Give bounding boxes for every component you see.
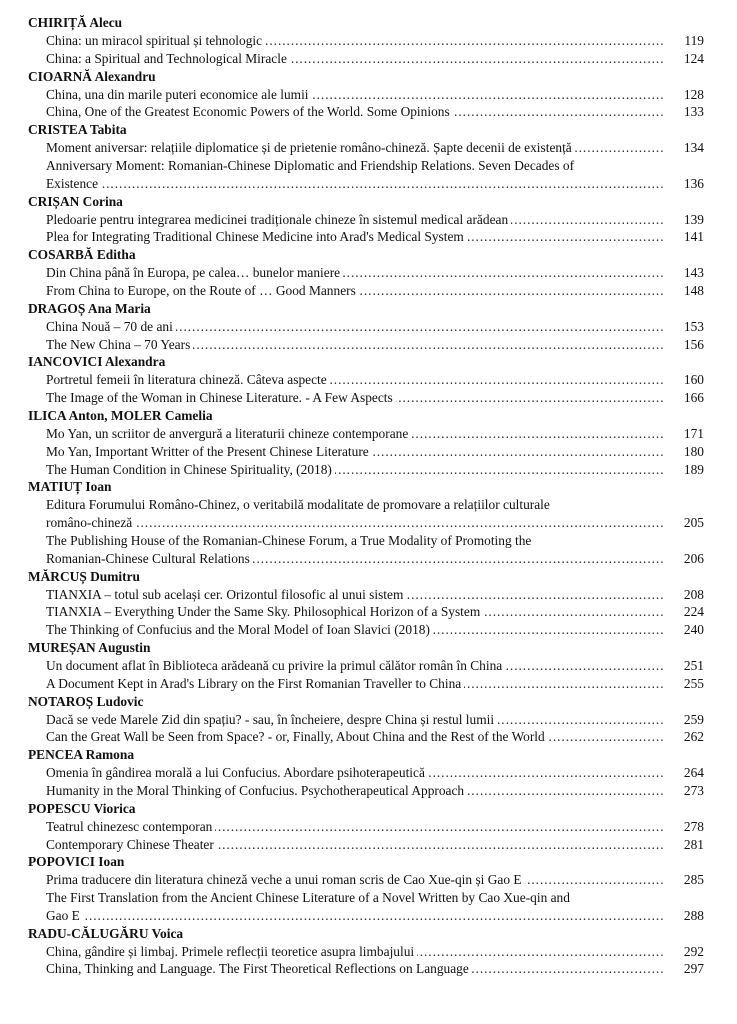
author-name: ILICA Anton, MOLER Camelia	[28, 407, 213, 423]
entry-title	[46, 960, 664, 978]
entry-title-line: Plea for Integrating Traditional Chinese Medicine into Arad's Medical System	[46, 229, 467, 244]
toc-entry[interactable]	[46, 86, 704, 104]
entry-title	[46, 32, 664, 50]
author-name: CRISTEA Tabita	[28, 122, 127, 138]
toc-entry[interactable]	[46, 818, 704, 836]
page-number: 292	[683, 943, 704, 959]
page-number: 262	[683, 729, 704, 745]
page-number: 148	[683, 282, 704, 298]
toc-entry[interactable]	[46, 371, 704, 389]
toc-entry[interactable]	[46, 32, 704, 50]
entry-title-line: Gao E	[46, 908, 83, 923]
entry-title	[46, 157, 664, 193]
entry-title-line: China, gândire și limbaj. Primele reflecții teoretice asupra limbajului	[46, 944, 417, 959]
toc-entry[interactable]	[46, 157, 704, 193]
toc-entry[interactable]	[46, 871, 704, 889]
toc-entry[interactable]	[46, 103, 704, 121]
entry-title	[46, 711, 664, 729]
entry-title-line: Dacă se vede Marele Zid din spațiu? - sau, în încheiere, despre China și restul lumii	[46, 712, 497, 727]
entry-title	[46, 603, 664, 621]
entry-title-line: Din China până în Europa, pe calea… bunelor maniere	[46, 265, 343, 280]
page-number: 139	[683, 211, 704, 227]
toc-entry[interactable]	[46, 960, 704, 978]
entry-title	[46, 621, 664, 639]
author-name: CHIRIȚĂ Alecu	[28, 15, 123, 30]
author-name: COSARBĂ Editha	[28, 247, 136, 263]
page-number: 156	[683, 336, 704, 352]
author-name: DRAGOȘ Ana Maria	[28, 300, 151, 316]
toc-entry[interactable]	[46, 586, 704, 604]
page-number: 134	[683, 140, 704, 156]
page-number: 189	[683, 461, 704, 477]
entry-title-line: Pledoarie pentru integrarea medicinei tradiționale chineze în sistemul medical arădean	[46, 212, 511, 227]
entry-title-line: Humanity in the Moral Thinking of Confucius. Psychotherapeutical Approach	[46, 783, 467, 798]
entry-title-line: The Thinking of Confucius and the Moral Model of Ioan Slavici (2018)	[46, 622, 433, 637]
table-of-contents	[28, 14, 704, 978]
entry-title	[46, 371, 664, 389]
entry-title	[46, 443, 664, 461]
entry-title-line: Mo Yan, Important Writter of the Present Chinese Literature	[46, 444, 372, 459]
page-number: 119	[684, 33, 704, 48]
entry-title-line: China, One of the Greatest Economic Powers of the World. Some Opinions	[46, 104, 453, 119]
page-number: 124	[683, 50, 704, 66]
toc-entry[interactable]	[46, 764, 704, 782]
entry-title	[46, 282, 664, 300]
toc-entry[interactable]	[46, 228, 704, 246]
author-name: PENCEA Ramona	[28, 747, 135, 763]
toc-entry[interactable]	[46, 425, 704, 443]
toc-entry[interactable]	[46, 943, 704, 961]
page-number: 240	[683, 622, 704, 638]
entry-title	[46, 943, 664, 961]
page-number: 205	[683, 515, 704, 531]
entry-title	[46, 336, 664, 354]
page-number: 273	[683, 782, 704, 798]
entry-title	[46, 657, 664, 675]
page-number: 153	[683, 318, 704, 334]
toc-entry[interactable]	[46, 389, 704, 407]
toc-entry[interactable]	[46, 675, 704, 693]
entry-title	[46, 818, 664, 836]
toc-entry[interactable]	[46, 264, 704, 282]
author-name: RADU-CĂLUGĂRU Voica	[28, 925, 184, 941]
entry-title-line: Existence	[46, 176, 101, 191]
author-name: POPESCU Viorica	[28, 800, 136, 816]
toc-entry[interactable]	[46, 889, 704, 925]
entry-title-line: A Document Kept in Arad's Library on the First Romanian Traveller to China	[46, 676, 464, 691]
author-name: MATIUȚ Ioan	[28, 479, 112, 495]
author-name: MĂRCUȘ Dumitru	[28, 568, 140, 584]
page-number: 297	[683, 961, 704, 977]
author-name: IANCOVICI Alexandra	[28, 354, 166, 370]
entry-title-line: China Nouă – 70 de ani	[46, 319, 176, 334]
toc-entry[interactable]	[46, 282, 704, 300]
entry-title	[46, 871, 664, 889]
toc-entry[interactable]	[46, 657, 704, 675]
entry-title	[46, 318, 664, 336]
page-number: 206	[683, 550, 704, 566]
entry-title	[46, 103, 664, 121]
toc-entry[interactable]	[46, 621, 704, 639]
entry-title	[46, 461, 664, 479]
entry-title	[46, 728, 664, 746]
entry-title	[46, 211, 664, 229]
entry-title-line: TIANXIA – totul sub același cer. Orizontul filosofic al unui sistem	[46, 587, 406, 602]
page-number: 259	[683, 711, 704, 727]
page-number: 136	[683, 175, 704, 191]
entry-title	[46, 836, 664, 854]
toc-entry[interactable]	[46, 782, 704, 800]
toc-entry[interactable]	[46, 211, 704, 229]
toc-entry[interactable]	[46, 603, 704, 621]
entry-title-line: The Image of the Woman in Chinese Literature. - A Few Aspects	[46, 390, 396, 405]
entry-title-line: China, Thinking and Language. The First Theoretical Reflections on Language	[46, 961, 472, 976]
entry-title-line: Mo Yan, un scriitor de anvergură a literaturii chineze contemporane	[46, 426, 411, 441]
toc-entry[interactable]	[46, 318, 704, 336]
entry-title-line: The New China – 70 Years	[46, 337, 193, 352]
entry-title-line: From China to Europe, on the Route of … Good Manners	[46, 283, 359, 298]
author-name: MUREȘAN Augustin	[28, 639, 151, 655]
entry-title-line: româno-chineză	[46, 515, 135, 530]
page-number: 264	[683, 765, 704, 781]
entry-title	[46, 389, 664, 407]
entry-title-line: China: un miracol spiritual și tehnologic	[46, 33, 265, 48]
page-number: 180	[683, 443, 704, 459]
entry-title-line: Un document aflat în Biblioteca arădeană cu privire la primul călător român în China	[46, 658, 505, 673]
page-number: 281	[683, 836, 704, 852]
entry-title-line: Contemporary Chinese Theater	[46, 837, 217, 852]
entry-title	[46, 764, 664, 782]
entry-title-line: Editura Forumului Româno-Chinez, o veritabilă modalitate de promovare a relațiilor culturale	[46, 496, 664, 514]
page-number: 255	[683, 675, 704, 691]
page-number: 285	[683, 872, 704, 888]
author-name: CIOARNĂ Alexandru	[28, 68, 156, 84]
page-number: 160	[683, 372, 704, 388]
entry-title-line: Portretul femeii în literatura chineză. Câteva aspecte	[46, 372, 330, 387]
page-number: 133	[683, 104, 704, 120]
entry-title	[46, 782, 664, 800]
entry-title-line: The First Translation from the Ancient Chinese Literature of a Novel Written by Cao Xue-qin and	[46, 889, 664, 907]
entry-title-line: Prima traducere din literatura chineză veche a unui roman scris de Cao Xue-qin și Gao E	[46, 872, 525, 887]
toc-entry[interactable]	[46, 711, 704, 729]
entry-title	[46, 425, 664, 443]
toc-entry[interactable]	[46, 139, 704, 157]
entry-title	[46, 532, 664, 568]
toc-entry[interactable]	[46, 50, 704, 68]
toc-entry[interactable]	[46, 443, 704, 461]
entry-title	[46, 139, 664, 157]
entry-title-line: Can the Great Wall be Seen from Space? - or, Finally, About China and the Rest of the World	[46, 729, 548, 744]
entry-title	[46, 86, 664, 104]
entry-title	[46, 889, 664, 925]
toc-entry[interactable]	[46, 336, 704, 354]
page-number: 224	[683, 604, 704, 620]
page-number: 251	[683, 657, 704, 673]
page-number: 278	[683, 818, 704, 834]
author-name: POPOVICI Ioan	[28, 854, 125, 870]
toc-entry[interactable]	[46, 728, 704, 746]
entry-title	[46, 50, 664, 68]
entry-title	[46, 496, 664, 532]
entry-title-line: The Human Condition in Chinese Spirituality, (2018)	[46, 462, 335, 477]
page-number: 141	[683, 229, 704, 245]
page-number: 143	[683, 265, 704, 281]
toc-entry[interactable]	[46, 461, 704, 479]
entry-title	[46, 586, 664, 604]
entry-title-line: Teatrul chinezesc contemporan	[46, 819, 215, 834]
entry-title	[46, 675, 664, 693]
author-name: CRIȘAN Corina	[28, 193, 123, 209]
entry-title-line: Romanian-Chinese Cultural Relations	[46, 551, 253, 566]
page-number: 166	[683, 390, 704, 406]
entry-title-line: TIANXIA – Everything Under the Same Sky. Philosophical Horizon of a System	[46, 604, 483, 619]
entry-title	[46, 264, 664, 282]
toc-entry[interactable]	[46, 532, 704, 568]
entry-title-line: China, una din marile puteri economice ale lumii	[46, 87, 312, 102]
entry-title-line: Anniversary Moment: Romanian-Chinese Diplomatic and Friendship Relations. Seven Decades of	[46, 157, 664, 175]
page-number: 208	[683, 586, 704, 602]
page-number: 171	[683, 425, 704, 441]
entry-title-line: The Publishing House of the Romanian-Chinese Forum, a True Modality of Promoting the	[46, 532, 664, 550]
entry-title-line: China: a Spiritual and Technological Miracle	[46, 51, 290, 66]
entry-title	[46, 228, 664, 246]
author-name: NOTAROȘ Ludovic	[28, 693, 144, 709]
page-number: 128	[683, 86, 704, 102]
page-number: 288	[683, 907, 704, 923]
toc-entry[interactable]	[46, 496, 704, 532]
entry-title-line: Moment aniversar: relațiile diplomatice și de prietenie româno-chineză. Șapte decenii de existență	[46, 140, 575, 155]
entry-title-line: Omenia în gândirea morală a lui Confucius. Abordare psihoterapeutică	[46, 765, 428, 780]
toc-entry[interactable]	[46, 836, 704, 854]
